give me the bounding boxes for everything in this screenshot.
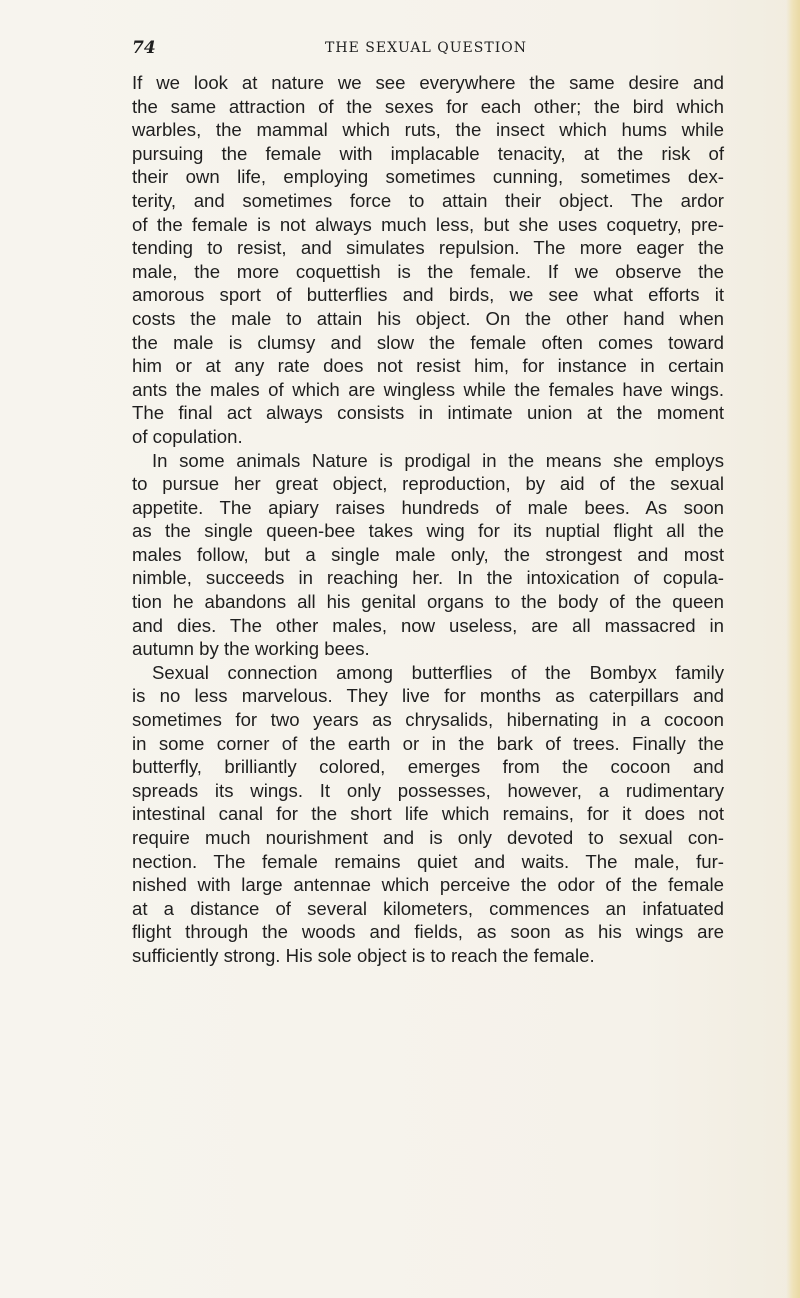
text-line: tion he abandons all his genital organs to the body of the queen (132, 591, 724, 613)
text-line: require much nourishment and is only devoted to sexual con- (132, 827, 724, 848)
text-line: nimble, succeeds in reaching her. In the intoxication of copula- (132, 567, 724, 589)
text-line: Sexual connection among butterflies of the Bombyx family (152, 661, 724, 683)
text-line: sufficiently strong. His sole object is to reach the female. (132, 944, 595, 966)
text-line: amorous sport of butterflies and birds, we see what efforts it (132, 284, 724, 306)
text-line: and dies. The other males, now useless, are all massacred in (132, 614, 724, 636)
text-line: In some animals Nature is prodigal in the means she employs (152, 449, 724, 471)
text-line: the male is clumsy and slow the female often comes toward (132, 331, 724, 353)
text-line: costs the male to attain his object. On the other hand when (132, 307, 724, 329)
page-edge (786, 0, 800, 1298)
text-line: in some corner of the earth or in the bark of trees. Finally the (132, 732, 724, 754)
text-line: at a distance of several kilometers, commences an infatuated (132, 897, 724, 919)
body-text (132, 71, 724, 968)
text-line: autumn by the working bees. (132, 638, 370, 660)
text-line: tending to resist, and simulates repulsion. The more eager the (132, 237, 724, 259)
text-line: to pursue her great object, reproduction, by aid of the sexual (132, 473, 724, 495)
text-line: appetite. The apiary raises hundreds of male bees. As soon (132, 496, 724, 518)
text-line: nished with large antennae which perceive the odor of the female (132, 874, 724, 896)
text-line: nection. The female remains quiet and waits. The male, fur- (132, 850, 724, 872)
text-line: intestinal canal for the short life which remains, for it does not (132, 803, 724, 825)
running-head: THE SEXUAL QUESTION (325, 40, 527, 56)
text-line: flight through the woods and fields, as soon as his wings are (132, 921, 724, 943)
text-line: If we look at nature we see everywhere the same desire and (132, 72, 724, 93)
text-line: him or at any rate does not resist him, for instance in certain (132, 355, 724, 377)
text-line: of copulation. (132, 425, 243, 447)
text-line: males follow, but a single male only, the strongest and most (132, 543, 724, 565)
text-line: pursuing the female with implacable tenacity, at the risk of (132, 142, 724, 164)
text-line: their own life, employing sometimes cunning, sometimes dex- (132, 166, 724, 188)
text-line: the same attraction of the sexes for each other; the bird which (132, 95, 724, 117)
text-line: of the female is not always much less, but she uses coquetry, pre- (132, 213, 724, 235)
text-line: sometimes for two years as chrysalids, hibernating in a cocoon (132, 709, 724, 731)
text-line: warbles, the mammal which ruts, the insect which hums while (132, 119, 724, 141)
text-line: as the single queen-bee takes wing for its nuptial flight all the (132, 520, 724, 542)
text-line: The final act always consists in intimate union at the moment (132, 402, 724, 424)
text-line: ants the males of which are wingless while the females have wings. (132, 378, 724, 400)
text-line: spreads its wings. It only possesses, however, a rudimentary (132, 779, 724, 801)
text-line: butterfly, brilliantly colored, emerges from the cocoon and (132, 756, 724, 778)
text-line: male, the more coquettish is the female. If we observe the (132, 260, 724, 282)
text-line: is no less marvelous. They live for months as caterpillars and (132, 685, 724, 707)
page-number: 74 (132, 38, 156, 58)
text-line: terity, and sometimes force to attain their object. The ardor (132, 189, 724, 211)
page-header (132, 38, 720, 62)
